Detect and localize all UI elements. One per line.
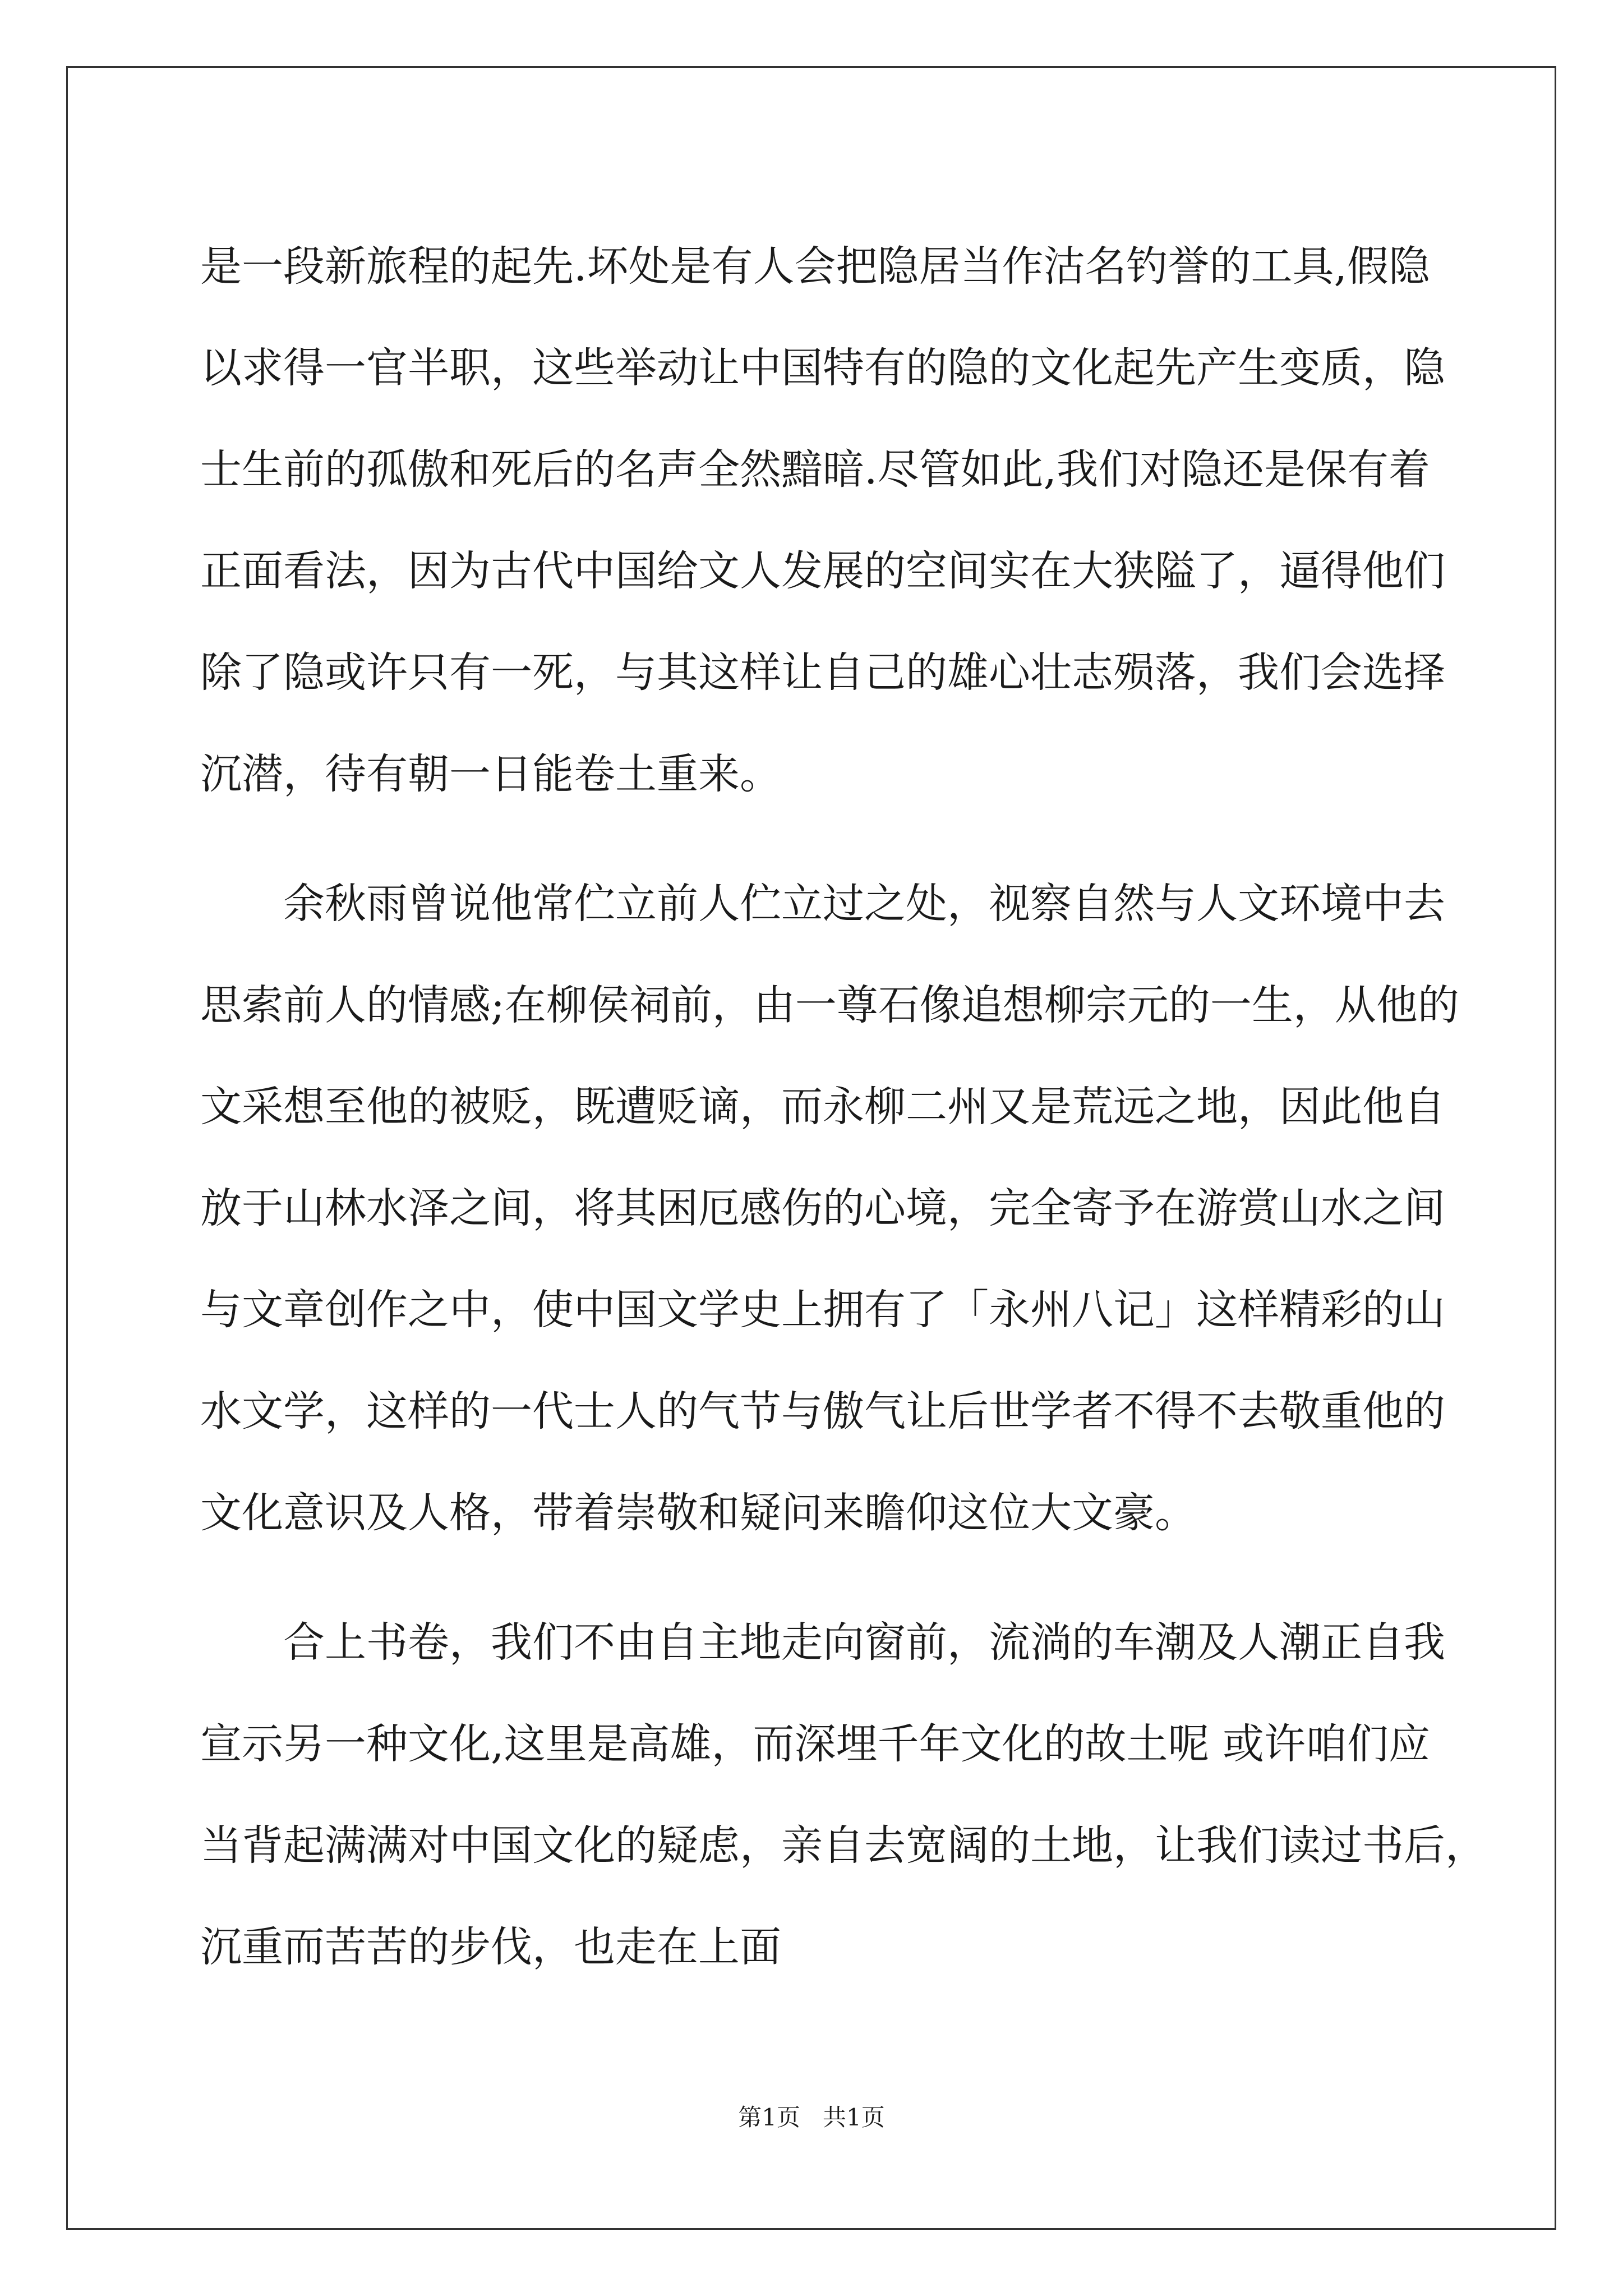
text-line: 宣示另一种文化,这里是高雄，而深埋千年文化的故土呢 或许咱们应: [200, 1720, 1431, 1768]
text-line: 水文学，这样的一代士人的气节与傲气让后世学者不得不去敬重他的: [200, 1387, 1445, 1435]
text-line: 与文章创作之中，使中国文学史上拥有了「永州八记」这样精彩的山: [200, 1286, 1445, 1334]
text-line: 放于山林水泽之间，将其困厄感伤的心境，完全寄予在游赏山水之间: [200, 1184, 1445, 1232]
page-number: 第1页 共1页: [738, 2104, 885, 2131]
paragraph: [200, 1592, 1487, 1998]
text-line: 士生前的孤傲和死后的名声全然黯暗.尽管如此,我们对隐还是保有着: [200, 445, 1431, 494]
text-line: 思索前人的情感;在柳侯祠前，由一尊石像追想柳宗元的一生，从他的: [200, 981, 1459, 1029]
text-line: 合上书卷，我们不由自主地走向窗前，流淌的车潮及人潮正自我: [283, 1618, 1445, 1667]
text-line: 是一段新旅程的起先.坏处是有人会把隐居当作沽名钓誉的工具,假隐: [200, 242, 1431, 291]
text-line: 文化意识及人格，带着崇敬和疑问来瞻仰这位大文豪。: [200, 1489, 1196, 1537]
text-line: 余秋雨曾说他常伫立前人伫立过之处，视察自然与人文环境中去: [283, 880, 1445, 928]
text-line: 正面看法，因为古代中国给文人发展的空间实在大狭隘了，逼得他们: [200, 547, 1445, 595]
text-line: 除了隐或许只有一死，与其这样让自己的雄心壮志殒落，我们会选择: [200, 648, 1445, 697]
document-body: [200, 216, 1487, 1998]
text-line: 文采想至他的被贬，既遭贬谪，而永柳二州又是荒远之地，因此他自: [200, 1083, 1445, 1131]
text-line: 当背起满满对中国文化的疑虑，亲自去宽阔的土地，让我们读过书后，: [200, 1821, 1487, 1870]
text-line: 沉重而苦苦的步伐，也走在上面: [200, 1923, 781, 1971]
text-line: 以求得一官半职，这些举动让中国特有的隐的文化起先产生变质，隐: [200, 344, 1445, 392]
paragraph: [200, 853, 1459, 1564]
paragraph: [200, 216, 1445, 825]
text-line: 沉潜，待有朝一日能卷土重来。: [200, 750, 781, 798]
page-footer: [0, 2101, 1623, 2134]
